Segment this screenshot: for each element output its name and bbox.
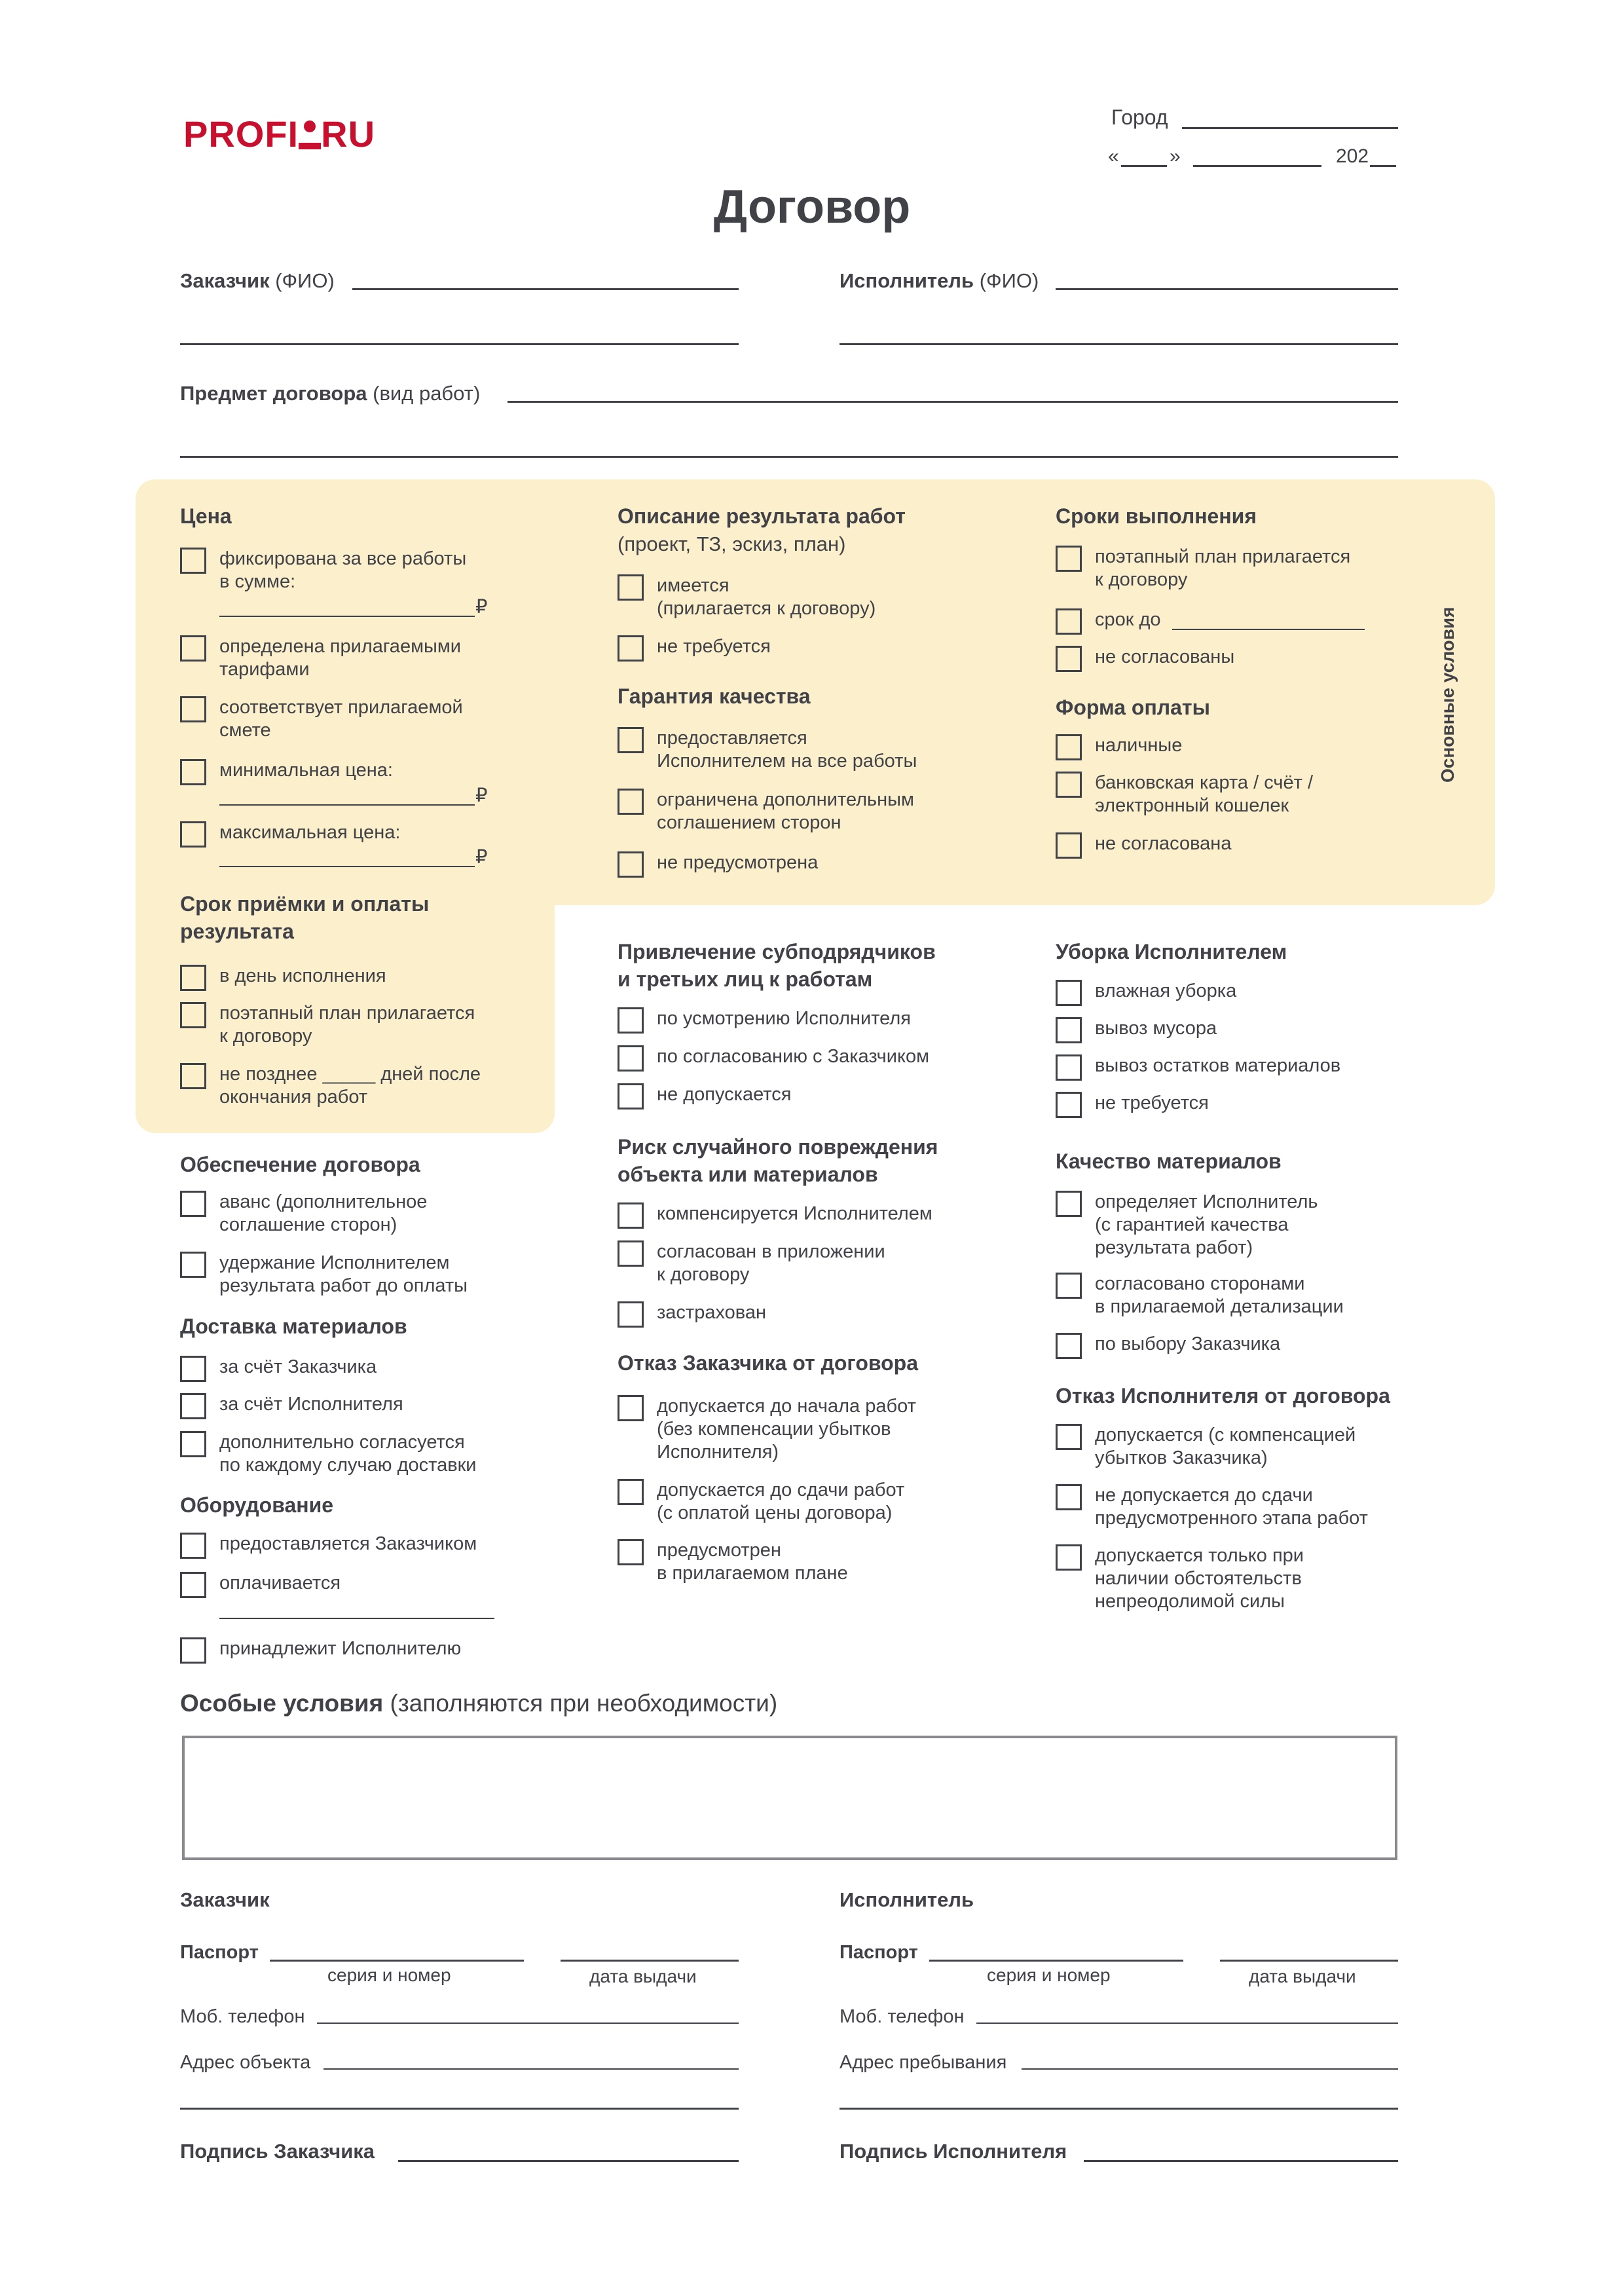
- sig-contractor-sign: Подпись Исполнителя: [840, 2140, 1067, 2163]
- checkbox[interactable]: [180, 1637, 206, 1664]
- sig-customer-title: Заказчик: [180, 1888, 270, 1911]
- sig-customer-passport: Паспорт: [180, 1942, 259, 1963]
- contractor-passport-number-field[interactable]: [929, 1960, 1183, 1962]
- cleaning-title: Уборка Исполнителем: [1056, 940, 1287, 963]
- terms-title: Сроки выполнения: [1056, 504, 1257, 528]
- date-open-quote: «: [1108, 145, 1119, 167]
- customer-address-field-2[interactable]: [180, 2108, 739, 2110]
- sig-contractor-address: Адрес пребывания: [840, 2052, 1007, 2073]
- sig-contractor-passport: Паспорт: [840, 1942, 918, 1963]
- sig-customer-issued: дата выдачи: [589, 1966, 697, 1986]
- warranty-title: Гарантия качества: [618, 684, 811, 708]
- checkbox[interactable]: [1056, 1544, 1082, 1571]
- checkbox[interactable]: [1056, 1333, 1082, 1359]
- checkbox[interactable]: [1056, 608, 1082, 635]
- special-hint: (заполняются при необходимости): [390, 1690, 778, 1717]
- contractor-fio-field[interactable]: [1056, 288, 1398, 290]
- price-sum-field[interactable]: [219, 616, 475, 617]
- checkbox[interactable]: [1056, 734, 1082, 760]
- checkbox[interactable]: [1056, 1054, 1082, 1081]
- checkbox[interactable]: [180, 821, 206, 848]
- checkbox[interactable]: [180, 635, 206, 662]
- customer-phone-field[interactable]: [317, 2022, 739, 2024]
- equipment-title: Оборудование: [180, 1493, 334, 1517]
- checkbox[interactable]: [180, 548, 206, 574]
- acceptance-title: Срок приёмки и оплаты результата: [180, 892, 430, 943]
- currency-sign: ₽: [475, 597, 488, 618]
- customer-passport-date-field[interactable]: [561, 1960, 739, 1962]
- sig-contractor-title: Исполнитель: [840, 1888, 974, 1911]
- checkbox[interactable]: [180, 1356, 206, 1382]
- customer-fio-field-2[interactable]: [180, 343, 739, 345]
- checkbox[interactable]: [1056, 546, 1082, 572]
- contractor-passport-date-field[interactable]: [1220, 1960, 1398, 1962]
- checkbox[interactable]: [180, 1533, 206, 1559]
- special-title: Особые условия: [180, 1690, 384, 1717]
- day-field[interactable]: [1121, 165, 1167, 167]
- checkbox[interactable]: [618, 727, 644, 753]
- checkbox[interactable]: [180, 1572, 206, 1598]
- checkbox[interactable]: [618, 1045, 644, 1072]
- customer-fio-field[interactable]: [352, 288, 739, 290]
- checkbox[interactable]: [1056, 772, 1082, 798]
- customer-hint: (ФИО): [275, 269, 335, 292]
- subcontract-title: Привлечение субподрядчиков и третьих лиц к работам: [618, 940, 936, 991]
- checkbox[interactable]: [1056, 1273, 1082, 1299]
- logo-dot-icon: [299, 121, 321, 147]
- risk-title: Риск случайного повреждения объекта или материалов: [618, 1135, 938, 1186]
- sig-customer-series: серия и номер: [327, 1965, 451, 1985]
- checkbox[interactable]: [618, 1301, 644, 1328]
- checkbox[interactable]: [180, 1393, 206, 1419]
- city-field[interactable]: [1182, 127, 1398, 129]
- contractor-address-field-2[interactable]: [840, 2108, 1398, 2110]
- customer-refusal-title: Отказ Заказчика от договора: [618, 1351, 919, 1375]
- contractor-phone-field[interactable]: [976, 2022, 1398, 2024]
- customer-label: Заказчик: [180, 269, 270, 292]
- logo-left: PROFI: [183, 113, 299, 155]
- checkbox[interactable]: [1056, 646, 1082, 672]
- checkbox[interactable]: [618, 1479, 644, 1505]
- checkbox[interactable]: [180, 696, 206, 722]
- checkbox[interactable]: [618, 1240, 644, 1267]
- contractor-address-field[interactable]: [1022, 2068, 1398, 2070]
- checkbox[interactable]: [180, 1252, 206, 1278]
- sig-contractor-series: серия и номер: [987, 1965, 1111, 1985]
- subject-field[interactable]: [507, 401, 1398, 403]
- checkbox[interactable]: [180, 759, 206, 785]
- month-field[interactable]: [1193, 165, 1321, 167]
- equipment-pay-field[interactable]: [219, 1618, 494, 1619]
- payment-title: Форма оплаты: [1056, 696, 1210, 719]
- subject-field-2[interactable]: [180, 456, 1398, 458]
- checkbox[interactable]: [180, 1191, 206, 1217]
- subject-label: Предмет договора: [180, 382, 367, 405]
- checkbox[interactable]: [618, 789, 644, 815]
- checkbox[interactable]: [1056, 832, 1082, 859]
- contractor-fio-field-2[interactable]: [840, 343, 1398, 345]
- sig-contractor-phone: Моб. телефон: [840, 2006, 965, 2027]
- checkbox[interactable]: [618, 851, 644, 878]
- checkbox[interactable]: [618, 1539, 644, 1565]
- checkbox[interactable]: [618, 635, 644, 662]
- currency-sign: ₽: [475, 785, 488, 806]
- checkbox[interactable]: [618, 1083, 644, 1109]
- material-quality-title: Качество материалов: [1056, 1149, 1282, 1173]
- checkbox[interactable]: [1056, 1424, 1082, 1450]
- checkbox[interactable]: [618, 1202, 644, 1229]
- checkbox[interactable]: [618, 1395, 644, 1421]
- logo-right: RU: [321, 113, 376, 155]
- checkbox[interactable]: [618, 1007, 644, 1034]
- checkbox[interactable]: [1056, 1191, 1082, 1217]
- security-title: Обеспечение договора: [180, 1153, 420, 1176]
- bg-fill: [535, 885, 555, 905]
- contractor-hint: (ФИО): [979, 269, 1039, 292]
- contractor-refusal-title: Отказ Исполнителя от договора: [1056, 1384, 1390, 1407]
- contractor-label: Исполнитель: [840, 269, 974, 292]
- profi-logo: [183, 113, 375, 155]
- terms-deadline-field[interactable]: [1172, 629, 1365, 630]
- customer-passport-number-field[interactable]: [270, 1960, 524, 1962]
- checkbox[interactable]: [180, 965, 206, 991]
- year-field[interactable]: [1370, 165, 1396, 167]
- currency-sign: ₽: [475, 847, 488, 868]
- price-min-field[interactable]: [219, 804, 475, 806]
- sig-customer-sign: Подпись Заказчика: [180, 2140, 375, 2163]
- contractor-fio-label: [840, 269, 1039, 293]
- side-label: Основные условия: [1437, 606, 1458, 783]
- checkbox[interactable]: [618, 574, 644, 601]
- year-label: 202: [1336, 145, 1369, 167]
- customer-signature-field[interactable]: [398, 2160, 739, 2162]
- city-label: Город: [1111, 105, 1168, 129]
- result-subtitle: (проект, ТЗ, эскиз, план): [618, 532, 846, 555]
- sig-customer-phone: Моб. телефон: [180, 2006, 305, 2027]
- sig-customer-address: Адрес объекта: [180, 2052, 311, 2073]
- checkbox[interactable]: [1056, 1484, 1082, 1510]
- checkbox[interactable]: [180, 1063, 206, 1089]
- customer-fio-label: [180, 269, 335, 293]
- date-close-quote: »: [1170, 145, 1181, 167]
- customer-address-field[interactable]: [323, 2068, 739, 2070]
- checkbox[interactable]: [180, 1431, 206, 1457]
- contractor-signature-field[interactable]: [1084, 2160, 1398, 2162]
- special-title-row: [180, 1688, 777, 1719]
- special-conditions-box[interactable]: [182, 1736, 1397, 1860]
- checkbox[interactable]: [1056, 1017, 1082, 1043]
- subject-hint: (вид работ): [373, 382, 481, 405]
- checkbox[interactable]: [1056, 1092, 1082, 1118]
- price-max-field[interactable]: [219, 866, 475, 867]
- subject-label-row: [180, 381, 480, 406]
- delivery-title: Доставка материалов: [180, 1314, 407, 1338]
- sig-contractor-issued: дата выдачи: [1249, 1966, 1356, 1986]
- result-title: Описание результата работ: [618, 504, 906, 528]
- checkbox[interactable]: [1056, 980, 1082, 1006]
- page-title: Договор: [713, 181, 911, 233]
- checkbox[interactable]: [180, 1002, 206, 1028]
- price-title: Цена: [180, 504, 232, 528]
